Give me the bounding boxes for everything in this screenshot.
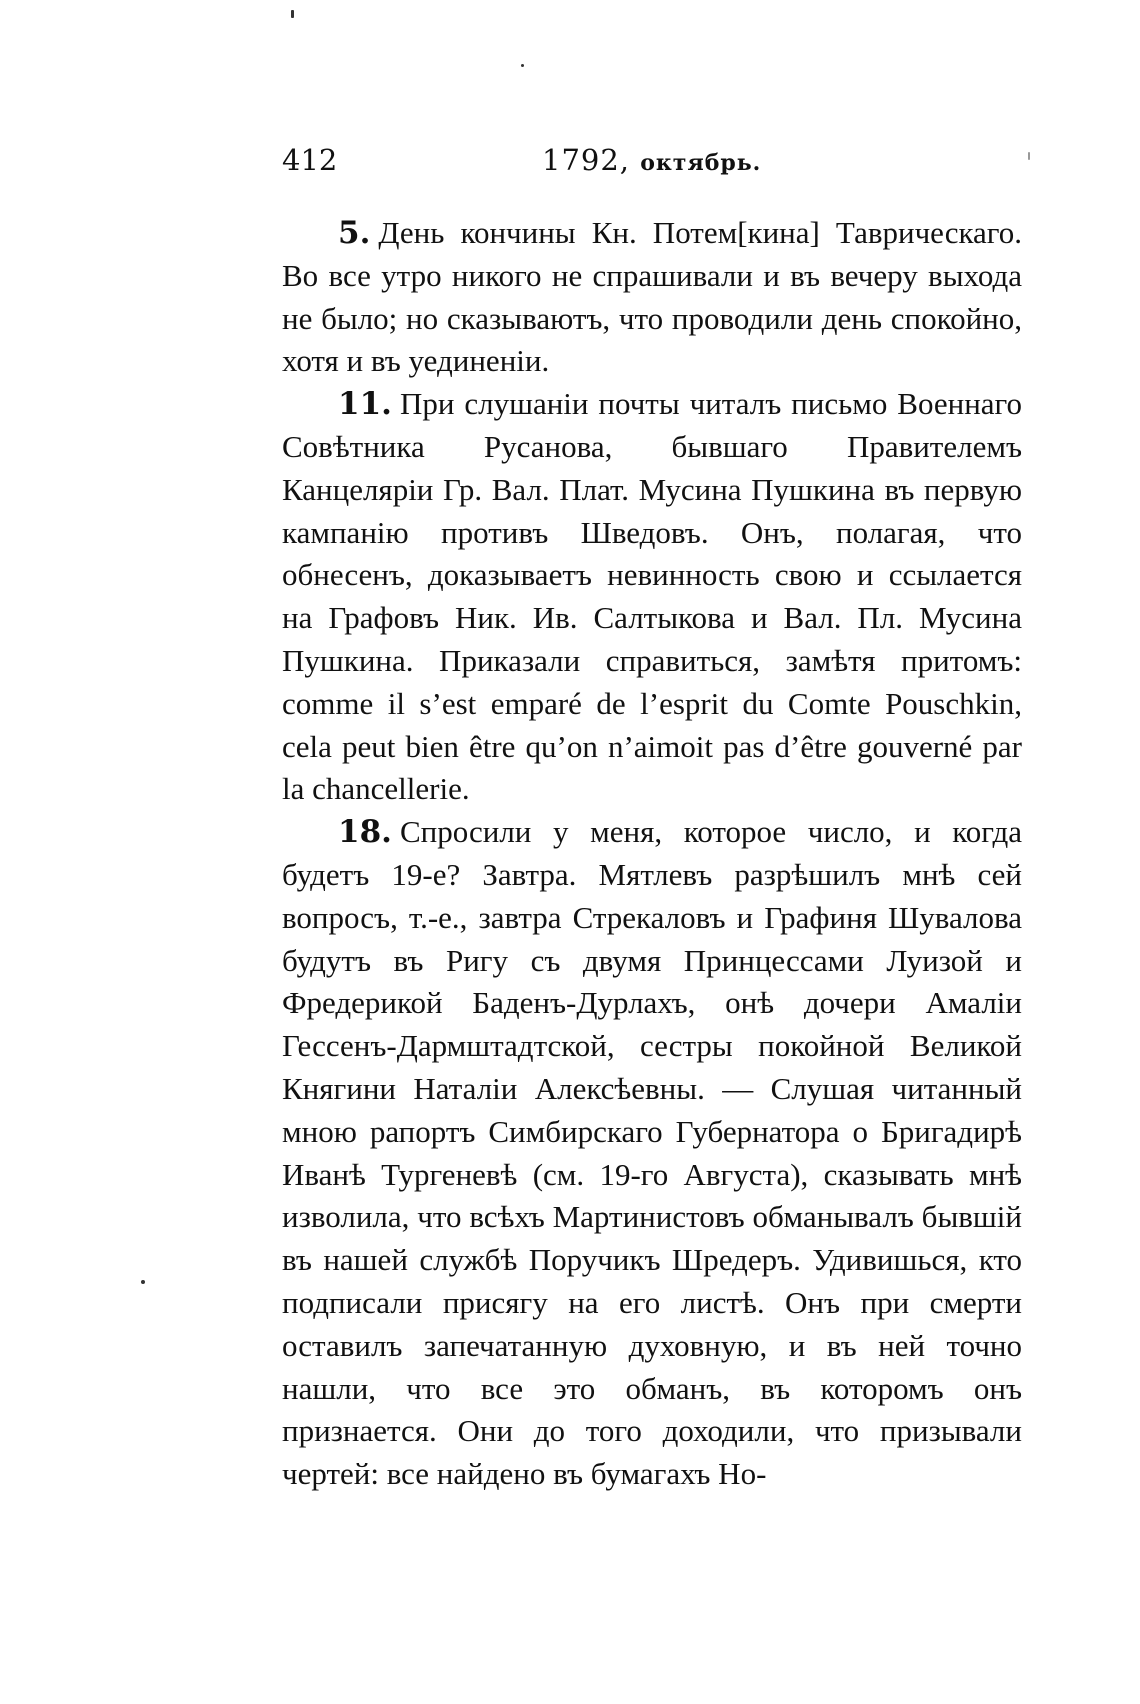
entry-day-11 xyxy=(282,383,1022,811)
entry-day-5 xyxy=(282,212,1022,383)
entry-day-number: 11. xyxy=(338,386,392,423)
diary-text xyxy=(282,212,1022,1496)
entry-text: При слушаніи почты читалъ письмо Военнаго Совѣтника Русанова, бывшаго Правителемъ Канцеляріи Гр. Вал. Плат. Мусина Пушкина въ первую кампанію противъ Шведовъ. Онъ, полагая, что обнесенъ, доказываетъ невинность свою и ссылается на Графовъ Ник. Ив. Салтыкова и Вал. Пл. Мусина Пушкина. Приказали справиться, замѣтя притомъ: xyxy=(282,386,1022,678)
entry-text-french: comme il s’est emparé de l’esprit du Comte Pouschkin, cela peut bien être qu’on n’aimoit pas d’être gouverné par la chancellerie. xyxy=(282,685,1022,807)
entry-text: День кончины Кн. Потем[кина] Таврическаго. Во все утро никого не спрашивали и въ вечеру выхода не было; но сказываютъ, что проводили день спокойно, хотя и въ уединеніи. xyxy=(282,215,1022,379)
running-head-year: 1792, xyxy=(542,143,631,177)
running-head-month: октябрь. xyxy=(640,150,762,176)
page-header xyxy=(282,140,1022,180)
running-head xyxy=(542,140,761,183)
page-number: 412 xyxy=(282,143,338,177)
entry-day-number: 5. xyxy=(338,215,371,251)
entry-day-number: 18. xyxy=(338,814,392,851)
entry-day-18 xyxy=(282,811,1022,1496)
entry-text: Спросили у меня, которое число, и когда будетъ 19-е? Завтра. Мятлевъ разрѣшилъ мнѣ сей вопросъ, т.-е., завтра Стрекаловъ и Графиня Шувалова будутъ въ Ригу съ двумя Принцессами Луизой и Фредерикой Баденъ-Дурлахъ, онѣ дочери Амаліи Гессенъ-Дармштадтской, сестры покойной Великой Княгини Наталіи Алексѣевны. — Слушая читанный мною рапортъ Симбирскаго Губернатора о Бригадирѣ Иванѣ Тургеневѣ (см. 19-го Августа), сказывать мнѣ изволила, что всѣхъ Мартинистовъ обманывалъ бывшій въ нашей службѣ Поручикъ Шредеръ. Удивишься, кто подписали присягу на его листѣ. Онъ при смерти оставилъ запечатанную духовную, и въ ней точно нашли, что все это обманъ, въ которомъ онъ признается. Они до того доходили, что призывали чертей: все найдено въ бумагахъ Но- xyxy=(282,814,1022,1492)
